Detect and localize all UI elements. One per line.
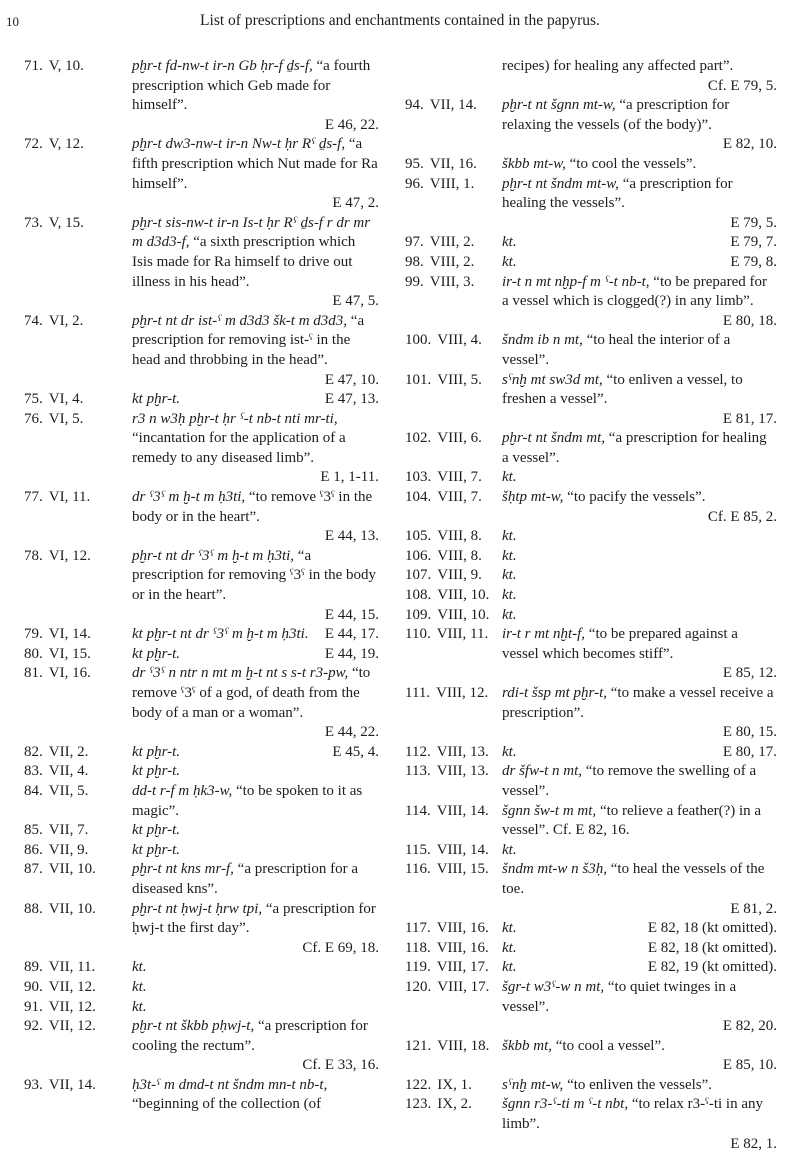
list-entry <box>405 860 777 919</box>
entry-number: 77. <box>24 489 43 506</box>
list-entry <box>405 606 777 626</box>
entry-transliteration: kt. <box>502 939 517 956</box>
entry-text: “a prescription for removing ˁ3ˁ in the body or in the heart”. <box>132 547 377 604</box>
list-entry <box>405 488 777 527</box>
entry-location: V, 12. <box>48 136 84 153</box>
list-entry <box>24 312 379 390</box>
entry-text: “to remove the swelling of a vessel”. <box>502 763 757 799</box>
entry-ref: E 44, 13. <box>324 528 379 545</box>
list-entry <box>24 900 379 959</box>
entry-text: “a prescription for relaxing the vessels (of the body)”. <box>502 97 730 133</box>
entry-location: VIII, 14. <box>436 802 489 819</box>
entry-location: VII, 11. <box>48 959 96 976</box>
entry-text: “to be spoken to it as magic”. <box>132 782 363 819</box>
entry-location: VIII, 2. <box>429 253 475 270</box>
entry-number: 115. <box>405 841 431 858</box>
entry-ref: E 47, 2. <box>332 195 379 212</box>
entry-location: VIII, 16. <box>436 939 489 956</box>
entry-transliteration: sˁnḫ mt sw3d mt, <box>502 371 603 388</box>
entry-transliteration: šgnn r3-ˁ-ti m ˁ-t nbt, <box>502 1096 629 1113</box>
entry-transliteration: kt. <box>502 959 517 976</box>
entry-text: “a prescription for a diseased kns”. <box>132 861 359 897</box>
entry-number: 119. <box>405 959 431 976</box>
list-entry <box>405 743 777 763</box>
entry-location: VIII, 8. <box>437 547 482 564</box>
entry-number: 109. <box>405 606 432 623</box>
entry-number: 122. <box>405 1076 432 1093</box>
entry-location: V, 10. <box>48 58 84 74</box>
entry-transliteration: škbb mt-w, <box>502 155 566 172</box>
list-entry <box>24 547 379 625</box>
entry-location: VIII, 9. <box>437 567 482 584</box>
entry-location: VIII, 17. <box>436 959 489 976</box>
entry-text: “to relax r3-ˁ-ti in any limb”. <box>502 1096 763 1133</box>
entry-transliteration: kt. <box>132 978 147 995</box>
list-entry <box>405 253 777 273</box>
entry-location: VII, 5. <box>48 782 89 799</box>
entry-number: 79. <box>24 626 43 643</box>
entry-transliteration: ir-t n mt nḫp-f m ˁ-t nb-t, <box>502 273 650 290</box>
list-entry <box>24 390 379 410</box>
entry-text: “to enliven a vessel, to freshen a vessel”. <box>502 371 743 408</box>
entry-number: 71. <box>24 58 43 74</box>
entry-transliteration: kt. <box>132 998 147 1015</box>
entry-location: VIII, 15. <box>436 861 489 878</box>
entry-ref: E 82, 10. <box>722 136 777 153</box>
entry-transliteration: kt. <box>502 841 517 858</box>
entry-transliteration: kt. <box>502 587 517 604</box>
list-entry <box>405 841 777 861</box>
list-entry <box>405 762 777 801</box>
entry-location: VIII, 10. <box>437 587 490 604</box>
entry-ref: Cf. E 79, 5. <box>707 77 777 94</box>
entry-ref: E 47, 10. <box>324 371 379 388</box>
entry-number: 120. <box>405 978 432 995</box>
entry-text: “beginning of the collection (of <box>132 1096 322 1113</box>
entry-location: VI, 2. <box>48 312 84 329</box>
entry-location: VI, 5. <box>48 410 84 427</box>
entry-location: VII, 12. <box>48 998 96 1015</box>
entry-number: 92. <box>24 1018 43 1035</box>
entry-transliteration: kt. <box>502 606 517 623</box>
list-entry <box>405 468 777 488</box>
entry-location: VIII, 14. <box>436 841 489 858</box>
entry-transliteration: pḫr-t fd-nw-t ir-n Gb ḥr-f ḏs-f, <box>132 58 313 74</box>
list-entry <box>405 233 777 253</box>
entry-number: 93. <box>24 1076 43 1093</box>
entry-location: VII, 14. <box>429 97 477 114</box>
entry-location: VII, 7. <box>48 822 89 839</box>
entry-transliteration: kt pḫr-t. <box>132 822 181 839</box>
entry-text: “to cool the vessels”. <box>565 155 697 172</box>
entry-transliteration: sˁnḫ mt-w, <box>502 1076 564 1093</box>
entry-ref: E 82, 18 (kt omitted). <box>647 920 777 937</box>
list-entry <box>24 841 379 861</box>
list-entry <box>24 410 379 488</box>
list-entry <box>405 96 777 155</box>
list-entry <box>405 958 777 978</box>
entry-location: VIII, 1. <box>429 175 475 192</box>
entry-transliteration: pḫr-t nt škbb pḥwj-t, <box>132 1018 255 1035</box>
entry-number: 83. <box>24 763 43 780</box>
entry-ref: E 79, 8. <box>730 253 777 270</box>
entry-transliteration: kt. <box>502 469 517 486</box>
entry-location: IX, 1. <box>437 1076 472 1093</box>
entry-transliteration: kt. <box>502 528 517 545</box>
list-entry <box>405 1037 777 1076</box>
entry-location: VII, 12. <box>48 1018 96 1035</box>
entry-ref: E 82, 18 (kt omitted). <box>647 939 777 956</box>
entry-text: recipes) for healing any affected part”. <box>502 58 734 74</box>
entry-number: 84. <box>24 782 43 799</box>
entry-text: “a prescription for removing ist-ˁ in the head and throbbing in the head”. <box>132 312 365 368</box>
entry-text: “to pacify the vessels”. <box>563 489 706 506</box>
entry-number: 85. <box>24 822 43 839</box>
entry-location: VI, 11. <box>48 489 91 506</box>
list-entry <box>24 1076 379 1115</box>
entry-number: 74. <box>24 312 43 329</box>
list-entry <box>24 625 379 645</box>
entry-location: VI, 12. <box>48 547 91 564</box>
entry-location: VII, 4. <box>48 763 89 780</box>
entry-text: “a prescription for healing the vessels”. <box>502 175 733 212</box>
entry-location: VI, 15. <box>48 645 91 662</box>
entry-text: “to relieve a feather(?) in a vessel”. Cf. E 82, 16. <box>502 802 762 839</box>
entry-transliteration: kt pḫr-t. <box>132 841 181 858</box>
entry-location: VIII, 7. <box>437 469 482 486</box>
entry-text: “to make a vessel receive a prescription”. <box>502 685 774 721</box>
entry-number: 106. <box>405 547 432 564</box>
entry-ref: E 47, 5. <box>332 293 379 310</box>
running-head: List of prescriptions and enchantments contained in the papyrus. <box>200 12 600 29</box>
entry-ref: E 80, 15. <box>722 724 777 741</box>
entry-number: 113. <box>405 763 431 780</box>
entry-transliteration: kt. <box>132 959 147 976</box>
entry-transliteration: ir-t r mt nḫt-f, <box>502 626 586 643</box>
list-entry <box>24 135 379 213</box>
entry-ref: E 82, 1. <box>730 1135 777 1152</box>
list-entry <box>24 57 379 135</box>
list-entry <box>405 802 777 841</box>
entry-location: VIII, 7. <box>437 489 482 506</box>
entry-transliteration: šgnn šw-t m mt, <box>502 802 597 819</box>
entry-text: “to be prepared for a vessel which is clogged(?) in any limb”. <box>502 273 767 310</box>
entry-ref: Cf. E 33, 16. <box>302 1057 379 1074</box>
entry-location: VI, 16. <box>48 665 91 682</box>
entry-number: 104. <box>405 489 432 506</box>
entry-transliteration: dr šfw-t n mt, <box>502 763 583 780</box>
list-entry <box>405 625 777 684</box>
entry-number: 94. <box>405 97 424 114</box>
entry-ref: E 85, 10. <box>722 1057 777 1074</box>
entry-number: 110. <box>405 626 431 643</box>
entry-number: 116. <box>405 861 431 878</box>
entry-transliteration: kt. <box>502 253 517 270</box>
entry-number: 78. <box>24 547 43 564</box>
entry-location: VIII, 10. <box>437 606 490 623</box>
list-entry <box>405 939 777 959</box>
entry-transliteration: kt pḫr-t. <box>132 645 181 662</box>
entry-transliteration: pḫr-t nt dr ˁ3ˁ m ḫ-t m ḥ3ti, <box>132 547 295 564</box>
entry-text: “to remove ˁ3ˁ in the body or in the heart”. <box>132 489 373 525</box>
entry-text: “to heal the interior of a vessel”. <box>502 332 731 368</box>
entry-transliteration: kt. <box>502 743 517 760</box>
list-entry <box>24 762 379 782</box>
entry-ref: E 44, 19. <box>324 645 379 662</box>
list-entry <box>24 743 379 763</box>
entry-ref: E 80, 18. <box>722 312 777 329</box>
entry-transliteration: kt pḫr-t. <box>132 743 181 760</box>
list-entry <box>405 919 777 939</box>
entry-number: 73. <box>24 214 43 231</box>
entry-ref: Cf. E 69, 18. <box>302 939 379 956</box>
list-entry <box>24 488 379 547</box>
list-entry <box>405 273 777 332</box>
entry-location: VIII, 5. <box>437 371 482 388</box>
entry-transliteration: pḫr-t nt dr ist-ˁ m d3d3 šk-t m d3d3, <box>132 312 348 329</box>
entry-number: 98. <box>405 253 424 270</box>
entry-transliteration: dr ˁ3ˁ n ntr n mt m ḫ-t nt s s-t r3-pw, <box>132 665 349 682</box>
entry-number: 117. <box>405 920 431 937</box>
list-entry <box>405 175 777 234</box>
entry-ref: E 46, 22. <box>324 116 379 133</box>
entry-location: VI, 14. <box>48 626 91 643</box>
entry-transliteration: kt pḫr-t nt dr ˁ3ˁ m ḫ-t m ḥ3ti. <box>132 626 309 643</box>
list-entry <box>405 371 777 430</box>
entry-transliteration: r3 n w3ḥ pḫr-t ḥr ˁ-t nb-t nti mr-ti, <box>132 410 338 427</box>
entry-location: VIII, 11. <box>436 626 489 643</box>
entry-number: 114. <box>405 802 431 819</box>
entry-transliteration: škbb mt, <box>502 1037 552 1054</box>
entry-ref: E 80, 17. <box>722 743 777 760</box>
entry-number: 96. <box>405 175 424 192</box>
entry-ref: E 79, 5. <box>730 214 777 231</box>
list-entry <box>405 331 777 370</box>
entry-location: VII, 10. <box>48 900 96 917</box>
list-entry <box>24 214 379 312</box>
entry-text: “a prescription for healing a vessel”. <box>502 430 767 466</box>
entry-location: VIII, 2. <box>429 234 475 251</box>
entry-ref: E 1, 1-11. <box>320 469 379 486</box>
entry-ref: E 44, 15. <box>324 606 379 623</box>
entry-transliteration: pḫr-t nt šndm mt, <box>502 430 606 447</box>
entry-location: IX, 2. <box>437 1096 472 1113</box>
entry-text: “incantation for the application of a remedy to any diseased limb”. <box>132 430 346 466</box>
list-entry <box>24 782 379 821</box>
entry-transliteration: pḫr-t nt ḥwj-t ḥrw tpi, <box>132 900 263 917</box>
entry-number: 100. <box>405 332 432 349</box>
entry-number: 101. <box>405 371 432 388</box>
page-number: 10 <box>6 14 19 29</box>
entry-number: 75. <box>24 391 43 408</box>
entry-location: VIII, 6. <box>437 430 482 447</box>
entry-transliteration: rdi-t šsp mt pḫr-t, <box>502 685 607 701</box>
list-entry <box>405 429 777 468</box>
entry-number: 108. <box>405 587 432 604</box>
list-entry <box>405 1076 777 1096</box>
entry-ref: E 47, 13. <box>324 391 379 408</box>
entry-location: VIII, 18. <box>437 1037 490 1054</box>
entry-number: 91. <box>24 998 43 1015</box>
entry-ref: Cf. E 85, 2. <box>707 508 777 525</box>
list-entry <box>405 1095 777 1154</box>
list-entry <box>24 664 379 742</box>
entry-location: VII, 16. <box>429 155 477 172</box>
entry-ref: E 81, 17. <box>722 410 777 427</box>
entry-transliteration: pḫr-t sis-nw-t ir-n Is-t ḥr Rˁ ḏs-f r dr mr m d3d3-f, <box>132 214 371 251</box>
entry-number: 107. <box>405 567 432 584</box>
entry-transliteration: šgr-t w3ˁ-w n mt, <box>502 978 605 995</box>
list-entry <box>405 527 777 547</box>
entry-text: “to cool a vessel”. <box>552 1037 665 1054</box>
list-entry <box>405 586 777 606</box>
entry-text: “to remove ˁ3ˁ of a god, of death from the body of a man or a woman”. <box>132 665 371 721</box>
entry-ref: E 81, 2. <box>730 900 777 917</box>
entry-transliteration: pḫr-t nt šgnn mt-w, <box>502 97 616 114</box>
list-entry <box>24 1017 379 1076</box>
entry-number: 81. <box>24 665 43 682</box>
entry-location: VIII, 8. <box>437 528 482 545</box>
entry-number: 72. <box>24 136 43 153</box>
entry-transliteration: dd-t r-f m ḥk3-w, <box>132 782 233 799</box>
entry-ref: E 44, 17. <box>324 626 379 643</box>
entry-number: 89. <box>24 959 43 976</box>
entry-number: 102. <box>405 430 432 447</box>
entry-number: 90. <box>24 978 43 995</box>
entry-location: VI, 4. <box>48 391 84 408</box>
list-entry <box>405 547 777 567</box>
entry-location: VII, 12. <box>48 978 96 995</box>
entry-ref: E 45, 4. <box>332 743 379 760</box>
entry-transliteration: kt pḫr-t. <box>132 763 181 780</box>
entry-number: 76. <box>24 410 43 427</box>
entry-location: VIII, 13. <box>436 743 489 760</box>
entry-text: “a sixth prescription which Isis made for Ra himself to drive out illness in his head”. <box>132 234 356 290</box>
entry-number: 88. <box>24 900 43 917</box>
entry-number: 87. <box>24 861 43 878</box>
entry-number: 121. <box>405 1037 432 1054</box>
list-entry <box>405 684 777 743</box>
entry-transliteration: šḥtp mt-w, <box>502 489 564 506</box>
entry-location: V, 15. <box>48 214 84 231</box>
entry-ref: E 85, 12. <box>722 665 777 682</box>
entry-number: 99. <box>405 273 424 290</box>
list-entry <box>24 998 379 1018</box>
entry-transliteration: ḥ3t-ˁ m dmd-t nt šndm mn-t nb-t, <box>132 1076 328 1093</box>
entry-transliteration: kt. <box>502 567 517 584</box>
entry-number: 82. <box>24 743 43 760</box>
entry-location: VIII, 17. <box>437 978 490 995</box>
entry-number: 97. <box>405 234 424 251</box>
entry-ref: E 79, 7. <box>730 234 777 251</box>
entry-location: VII, 2. <box>48 743 89 760</box>
entry-text: “to be prepared against a vessel which becomes stiff”. <box>502 626 738 662</box>
entry-transliteration: kt. <box>502 234 517 251</box>
entry-number: 103. <box>405 469 432 486</box>
entry-location: VII, 14. <box>48 1076 96 1093</box>
list-entry <box>405 566 777 586</box>
entry-transliteration: kt. <box>502 920 517 937</box>
entry-transliteration: pḫr-t nt šndm mt-w, <box>502 175 619 192</box>
entry-text: “a fifth prescription which Nut made for Ra himself”. <box>132 136 378 192</box>
entry-transliteration: pḫr-t dw3-nw-t ir-n Nw-t ḥr Rˁ ḏs-f, <box>132 136 346 153</box>
entry-number: 112. <box>405 743 431 760</box>
left-column <box>24 57 379 1115</box>
entry-location: VIII, 16. <box>436 920 489 937</box>
entry-text: “to quiet twinges in a vessel”. <box>502 978 737 1015</box>
entry-location: VIII, 13. <box>436 763 489 780</box>
list-entry <box>24 821 379 841</box>
entry-text: “to enliven the vessels”. <box>563 1076 713 1093</box>
list-entry <box>405 978 777 1037</box>
entry-number: 86. <box>24 841 43 858</box>
list-entry <box>24 958 379 978</box>
entry-ref: E 44, 22. <box>324 724 379 741</box>
entry-location: VIII, 4. <box>437 332 482 349</box>
entry-transliteration: kt. <box>502 547 517 564</box>
list-entry <box>24 645 379 665</box>
list-entry <box>405 155 777 175</box>
entry-transliteration: pḫr-t nt kns mr-f, <box>132 861 234 878</box>
entry-transliteration: šndm mt-w n š3ḥ, <box>502 861 608 878</box>
list-entry <box>24 860 379 899</box>
entry-text: “a prescription for ḥwj-t the first day”. <box>132 900 376 937</box>
entry-transliteration: kt pḫr-t. <box>132 391 181 408</box>
entry-number: 80. <box>24 645 43 662</box>
entry-text: “to heal the vessels of the toe. <box>502 861 765 897</box>
entry-transliteration: dr ˁ3ˁ m ḫ-t m ḥ3ti, <box>132 489 246 506</box>
entry-location: VIII, 3. <box>429 273 475 290</box>
entry-location: VII, 10. <box>48 861 96 878</box>
continued-entry <box>405 57 777 96</box>
entry-location: VII, 9. <box>48 841 89 858</box>
entry-number: 111. <box>405 685 431 701</box>
entry-number: 95. <box>405 155 424 172</box>
entry-text: “a prescription for cooling the rectum”. <box>132 1018 368 1054</box>
entry-ref: E 82, 19 (kt omitted). <box>647 959 777 976</box>
entry-number: 105. <box>405 528 432 545</box>
entry-number: 118. <box>405 939 431 956</box>
list-entry <box>24 978 379 998</box>
entry-location: VIII, 12. <box>436 685 489 701</box>
right-column <box>405 57 777 1154</box>
entry-ref: E 82, 20. <box>722 1018 777 1035</box>
entry-text: “a fourth prescription which Geb made for himself”. <box>132 58 371 114</box>
entry-number: 123. <box>405 1096 432 1113</box>
entry-transliteration: šndm ib n mt, <box>502 332 583 349</box>
